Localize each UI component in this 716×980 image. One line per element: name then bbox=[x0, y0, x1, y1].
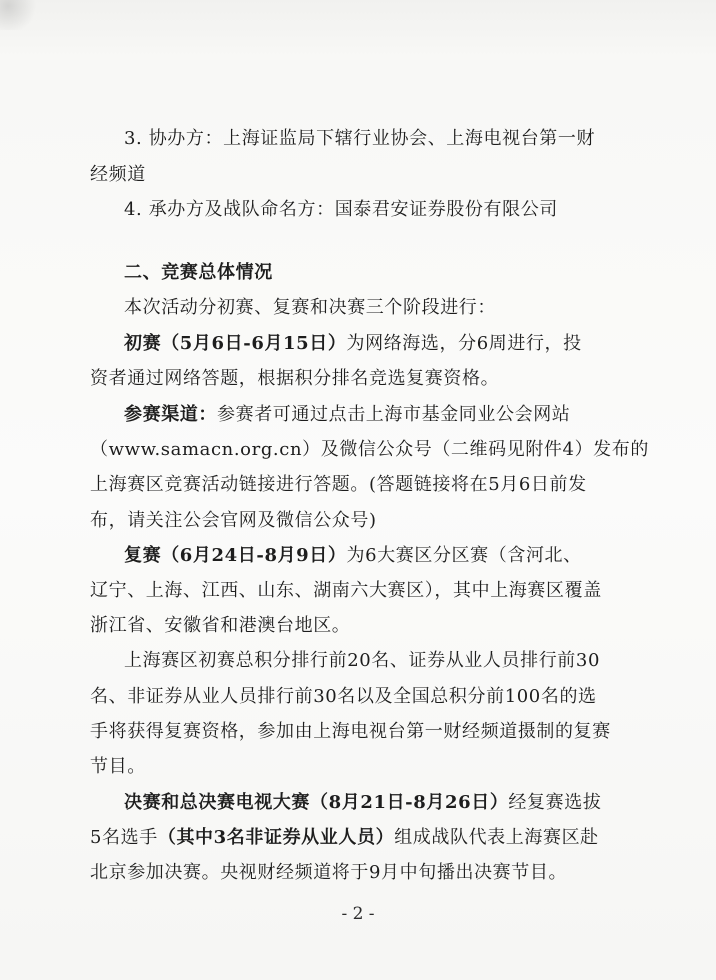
shanghai-line3: 手将获得复赛资格，参加由上海电视台第一财经频道摄制的复赛 bbox=[90, 721, 611, 742]
semi-line3: 浙江省、安徽省和港澳台地区。 bbox=[90, 615, 351, 636]
scan-edge-mark bbox=[0, 0, 40, 30]
item3-line2: 经频道 bbox=[90, 164, 146, 185]
channel-label: 参赛渠道： bbox=[124, 404, 217, 425]
final-label: 决赛和总决赛电视大赛（8月21日-8月26日） bbox=[124, 792, 509, 813]
final-line3: 北京参加决赛。央视财经频道将于9月中旬播出决赛节目。 bbox=[90, 862, 568, 883]
shanghai-line1: 上海赛区初赛总积分排行前20名、证券从业人员排行前30 bbox=[124, 650, 601, 671]
section2-heading: 二、竞赛总体情况 bbox=[124, 262, 273, 283]
prelim-line1 bbox=[124, 333, 582, 355]
prelim-label: 初赛（5月6日-6月15日） bbox=[124, 333, 347, 354]
prelim-line1-rest: 为网络海选，分6周进行，投 bbox=[346, 333, 582, 354]
semi-line1-rest: 为6大赛区分区赛（含河北、 bbox=[346, 545, 582, 566]
channel-line3: 上海赛区竞赛活动链接进行答题。(答题链接将在5月6日前发 bbox=[90, 474, 587, 495]
final-line1 bbox=[124, 792, 601, 814]
page-number: - 2 - bbox=[341, 904, 375, 924]
intro-text: 本次活动分初赛、复赛和决赛三个阶段进行： bbox=[124, 297, 496, 318]
final-line2-a: 5名选手 bbox=[90, 827, 158, 848]
semi-line2: 辽宁、上海、江西、山东、湖南六大赛区），其中上海赛区覆盖 bbox=[90, 580, 602, 601]
final-line2 bbox=[90, 827, 599, 849]
shanghai-line4: 节目。 bbox=[90, 756, 146, 777]
channel-line1-rest: 参赛者可通过点击上海市基金同业公会网站 bbox=[217, 404, 571, 425]
semi-label: 复赛（6月24日-8月9日） bbox=[124, 545, 347, 566]
semi-line1 bbox=[124, 545, 582, 567]
item3-line1: 3. 协办方：上海证监局下辖行业协会、上海电视台第一财 bbox=[124, 128, 596, 149]
channel-line2: （www.samacn.org.cn）及微信公众号（二维码见附件4）发布的 bbox=[90, 439, 649, 460]
shanghai-line2: 名、非证券从业人员排行前30名以及全国总积分前100名的选 bbox=[90, 686, 597, 707]
item4-text: 4. 承办方及战队命名方：国泰君安证券股份有限公司 bbox=[124, 199, 558, 220]
final-line2-rest: 组成战队代表上海赛区赴 bbox=[394, 827, 599, 848]
final-line2-bold: （其中3名非证券从业人员） bbox=[157, 827, 395, 848]
prelim-line2: 资者通过网络答题，根据积分排名竞选复赛资格。 bbox=[90, 368, 500, 389]
channel-line4: 布，请关注公会官网及微信公众号) bbox=[90, 510, 377, 531]
final-line1-rest: 经复赛选拔 bbox=[508, 792, 602, 813]
channel-line1 bbox=[124, 404, 570, 426]
